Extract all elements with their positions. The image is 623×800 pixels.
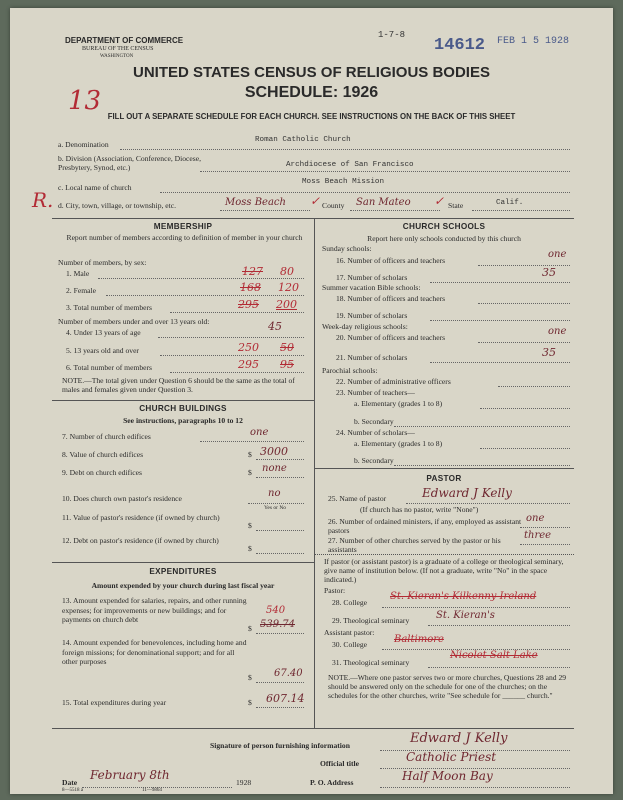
q24b-line xyxy=(394,465,570,466)
q23a-label: a. Elementary (grades 1 to 8) xyxy=(354,399,443,408)
q13-value-original[interactable]: 539.74 xyxy=(260,619,295,630)
date-year: 1928 xyxy=(236,778,252,787)
state-label: State xyxy=(448,201,464,210)
print-number: 11—9864 xyxy=(142,788,162,793)
signature-label: Signature of person furnishing information xyxy=(210,741,350,750)
q22-label: 22. Number of administrative officers xyxy=(336,377,451,386)
q24a-label: a. Elementary (grades 1 to 8) xyxy=(354,439,443,448)
q15-value[interactable]: 607.14 xyxy=(266,692,305,705)
city-label: d. City, town, village, or township, etc. xyxy=(58,201,177,210)
q30-label: 30. College xyxy=(332,640,368,649)
q20-line xyxy=(478,342,570,343)
census-schedule-sheet xyxy=(10,8,613,794)
q18-line xyxy=(478,303,570,304)
pastor-note: NOTE.—Where one pastor serves two or more churches, Questions 28 and 29 should be answered only on the schedule for one of the churches; on the schedules for the other churches, write "See schedule for ______ church." xyxy=(328,673,567,700)
q5-line xyxy=(160,355,304,356)
q14-dollar: $ xyxy=(248,673,252,682)
q30-value[interactable]: Baltimore xyxy=(394,634,444,645)
q16-label: 16. Number of officers and teachers xyxy=(336,256,446,265)
received-date-stamp: FEB 1 5 1928 xyxy=(497,36,570,47)
q15-dollar: $ xyxy=(248,698,252,707)
official-title-label: Official title xyxy=(320,759,360,768)
q28-value[interactable]: St. Kieran's Kilkenny Ireland xyxy=(390,591,537,602)
po-address-label: P. O. Address xyxy=(310,778,354,787)
signature-value[interactable]: Edward J Kelly xyxy=(410,731,508,746)
q3-line xyxy=(170,312,304,313)
q24-label: 24. Number of scholars— xyxy=(336,428,415,437)
city-name: WASHINGTON xyxy=(100,54,134,59)
q24a-line xyxy=(480,448,570,449)
q9-label: 9. Debt on church edifices xyxy=(62,468,142,477)
q2-value[interactable]: 120 xyxy=(278,281,299,294)
bureau-name: BUREAU OF THE CENSUS xyxy=(82,46,154,52)
q8-dollar: $ xyxy=(248,450,252,459)
q17-value[interactable]: 35 xyxy=(542,266,556,279)
q8-value[interactable]: 3000 xyxy=(260,445,288,458)
q1-label: 1. Male xyxy=(66,269,90,278)
graduate-note: If pastor (or assistant pastor) is a graduate of a college or theological seminary, give name of institution below. (If not a graduate, write "No" in the space indicated.) xyxy=(324,557,564,584)
q12-label: 12. Debt on pastor's residence (if owned by church) xyxy=(62,536,219,545)
frame-bottom-rule xyxy=(52,728,574,729)
q10-line xyxy=(248,503,304,504)
q15-line xyxy=(256,707,304,708)
membership-note: NOTE.—The total given under Question 6 should be the same as the total of males and females given under Question 3. xyxy=(62,376,295,394)
q13-value[interactable]: 540 xyxy=(266,605,286,616)
q17-label: 17. Number of scholars xyxy=(336,273,408,282)
q3-value-original[interactable]: 295 xyxy=(238,298,259,311)
q14-value[interactable]: 67.40 xyxy=(274,668,303,679)
q6-value[interactable]: 295 xyxy=(238,358,259,371)
sunday-label: Sunday schools: xyxy=(322,244,372,253)
q22-line xyxy=(498,386,570,387)
q9-dollar: $ xyxy=(248,468,252,477)
q21-label: 21. Number of scholars xyxy=(336,353,408,362)
q26-line xyxy=(520,527,570,528)
city-line xyxy=(220,210,310,211)
pastor-heading: PASTOR xyxy=(426,474,462,483)
by-sex-label: Number of members, by sex: xyxy=(58,258,147,267)
q12-dollar: $ xyxy=(248,544,252,553)
q21-value[interactable]: 35 xyxy=(542,346,556,359)
check-mark-icon: ✓ xyxy=(310,194,321,208)
q26-label: 26. Number of ordained ministers, if any, employed as assistant pastors xyxy=(328,517,522,535)
summer-label: Summer vacation Bible schools: xyxy=(322,283,421,292)
q6-value-original[interactable]: 95 xyxy=(280,358,294,371)
frame-top-rule xyxy=(52,218,574,219)
q12-line xyxy=(256,553,304,554)
q20-label: 20. Number of officers and teachers xyxy=(336,333,446,342)
division-label: b. Division (Association, Conference, Diocese, Presbytery, Synod, etc.) xyxy=(58,154,201,172)
q9-line xyxy=(256,477,304,478)
q1-value-original[interactable]: 127 xyxy=(242,265,263,278)
q27-line xyxy=(520,544,570,545)
q19-line xyxy=(430,320,570,321)
denomination-label: a. Denomination xyxy=(58,140,109,149)
q3-value[interactable]: 200 xyxy=(276,298,297,311)
q29-line xyxy=(428,625,570,626)
q24b-label: b. Secondary xyxy=(354,456,394,465)
q2-line xyxy=(106,295,304,296)
q7-line xyxy=(200,441,304,442)
q13-label: 13. Amount expended for salaries, repairs, and other running expenses; for improvements or new buildings; and for payments on church debt xyxy=(62,596,247,624)
county-line xyxy=(350,210,440,211)
q6-label: 6. Total number of members xyxy=(66,363,153,372)
expenditures-intro: Amount expended by your church during last fiscal year xyxy=(91,581,275,590)
expenditures-rule xyxy=(52,562,314,563)
q16-line xyxy=(478,265,570,266)
q20-value[interactable]: one xyxy=(548,326,567,337)
q14-label: 14. Amount expended for benevolences, including home and foreign missions; for denominational support; and for all other purposes xyxy=(62,638,247,666)
q10-value[interactable]: no xyxy=(268,488,281,499)
q2-value-original[interactable]: 168 xyxy=(240,281,261,294)
schools-intro: Report here only schools conducted by this church xyxy=(367,234,521,243)
date-value[interactable]: February 8th xyxy=(90,768,170,782)
po-address-line xyxy=(380,787,570,788)
weekday-label: Week-day religious schools: xyxy=(322,322,408,331)
q4-label: 4. Under 13 years of age xyxy=(66,328,141,337)
q25-hint: (If church has no pastor, write "None") xyxy=(360,505,479,514)
denomination-value[interactable]: Roman Catholic Church xyxy=(255,136,351,144)
q25-line xyxy=(406,503,570,504)
assistant-label: Assistant pastor: xyxy=(324,628,375,637)
membership-heading: MEMBERSHIP xyxy=(153,222,213,231)
q28-label: 28. College xyxy=(332,598,368,607)
date-label: Date xyxy=(62,778,78,787)
buildings-intro: See instructions, paragraphs 10 to 12 xyxy=(123,416,243,425)
q23b-label: b. Secondary xyxy=(354,417,394,426)
official-title-value[interactable]: Catholic Priest xyxy=(406,750,497,764)
q27-label: 27. Number of other churches served by the pastor or his assistants xyxy=(328,536,501,554)
q17-line xyxy=(430,282,570,283)
q2-label: 2. Female xyxy=(66,286,96,295)
division-line xyxy=(200,171,570,172)
q23a-line xyxy=(480,408,570,409)
margin-letter: R. xyxy=(32,188,54,212)
q5-label: 5. 13 years old and over xyxy=(66,346,139,355)
form-subtitle: SCHEDULE: 1926 xyxy=(244,84,379,101)
q25-value[interactable]: Edward J Kelly xyxy=(422,486,512,500)
column-divider xyxy=(314,218,315,728)
q9-value[interactable]: none xyxy=(262,463,287,474)
q11-dollar: $ xyxy=(248,521,252,530)
serial-number-stamp: 14612 xyxy=(434,36,486,55)
expenditures-heading: EXPENDITURES xyxy=(149,567,217,576)
q13-dollar: $ xyxy=(248,624,252,633)
q7-value[interactable]: one xyxy=(250,427,269,438)
q31-label: 31. Theological seminary xyxy=(332,658,410,667)
parochial-label: Parochial schools: xyxy=(322,366,378,375)
fill-instructions: FILL OUT A SEPARATE SCHEDULE FOR EACH CHURCH. SEE INSTRUCTIONS ON THE BACK OF THIS SHEET xyxy=(107,112,516,121)
q6-line xyxy=(170,372,304,373)
dept-name: DEPARTMENT OF COMMERCE xyxy=(65,36,184,45)
form-code: 1-7-8 xyxy=(378,30,406,40)
q11-line xyxy=(256,530,304,531)
q16-value[interactable]: one xyxy=(548,249,567,260)
q10-label: 10. Does church own pastor's residence xyxy=(62,494,182,503)
grad-rule xyxy=(314,554,574,555)
q15-label: 15. Total expenditures during year xyxy=(62,698,167,707)
q3-label: 3. Total number of members xyxy=(66,303,153,312)
q27-value[interactable]: three xyxy=(524,530,552,541)
q5-value[interactable]: 250 xyxy=(238,341,259,354)
age-intro: Number of members under and over 13 years old: xyxy=(58,317,210,326)
po-address-value[interactable]: Half Moon Bay xyxy=(402,769,493,783)
pastor-label: Pastor: xyxy=(324,586,346,595)
membership-intro: Report number of members according to definition of member in your church xyxy=(66,233,303,242)
q31-line xyxy=(428,667,570,668)
q21-line xyxy=(430,362,570,363)
check-mark-icon: ✓ xyxy=(434,194,445,208)
county-label: County xyxy=(322,201,345,210)
division-value[interactable]: Archdiocese of San Francisco xyxy=(286,161,414,169)
q10-hint: Yes or No xyxy=(264,505,287,511)
pastor-rule xyxy=(314,468,574,469)
city-value[interactable]: Moss Beach xyxy=(225,197,286,208)
buildings-heading: CHURCH BUILDINGS xyxy=(139,404,227,413)
denomination-line xyxy=(120,149,570,150)
q29-value[interactable]: St. Kieran's xyxy=(436,610,495,621)
q8-line xyxy=(256,459,304,460)
q18-label: 18. Number of officers and teachers xyxy=(336,294,446,303)
q29-label: 29. Theological seminary xyxy=(332,616,410,625)
q11-label: 11. Value of pastor's residence (if owned by church) xyxy=(62,513,220,522)
form-title: UNITED STATES CENSUS OF RELIGIOUS BODIES xyxy=(133,64,490,81)
q1-line xyxy=(98,278,304,279)
q7-label: 7. Number of church edifices xyxy=(62,432,151,441)
form-number: 8—5518 a xyxy=(62,788,83,793)
q23-label: 23. Number of teachers— xyxy=(336,388,415,397)
county-value[interactable]: San Mateo xyxy=(356,197,411,208)
local-name-label: c. Local name of church xyxy=(58,183,132,192)
q31-value[interactable]: Nicolet Salt Lake xyxy=(450,650,538,661)
q28-line xyxy=(382,607,570,608)
q1-value[interactable]: 80 xyxy=(280,265,294,278)
local-name-line xyxy=(160,192,570,193)
buildings-rule xyxy=(52,400,314,401)
schools-heading: CHURCH SCHOOLS xyxy=(402,222,486,231)
state-line xyxy=(472,210,570,211)
q23b-line xyxy=(394,426,570,427)
q13-line xyxy=(256,633,304,634)
q4-line xyxy=(158,337,304,338)
q5-value-original[interactable]: 50 xyxy=(280,341,294,354)
state-value[interactable]: Calif. xyxy=(496,199,524,207)
q25-label: 25. Name of pastor xyxy=(328,494,387,503)
q19-label: 19. Number of scholars xyxy=(336,311,408,320)
q26-value[interactable]: one xyxy=(526,513,545,524)
q8-label: 8. Value of church edifices xyxy=(62,450,144,459)
local-name-value[interactable]: Moss Beach Mission xyxy=(302,178,385,186)
margin-number: 13 xyxy=(68,86,102,116)
q14-line xyxy=(256,682,304,683)
q4-value[interactable]: 45 xyxy=(268,320,282,333)
